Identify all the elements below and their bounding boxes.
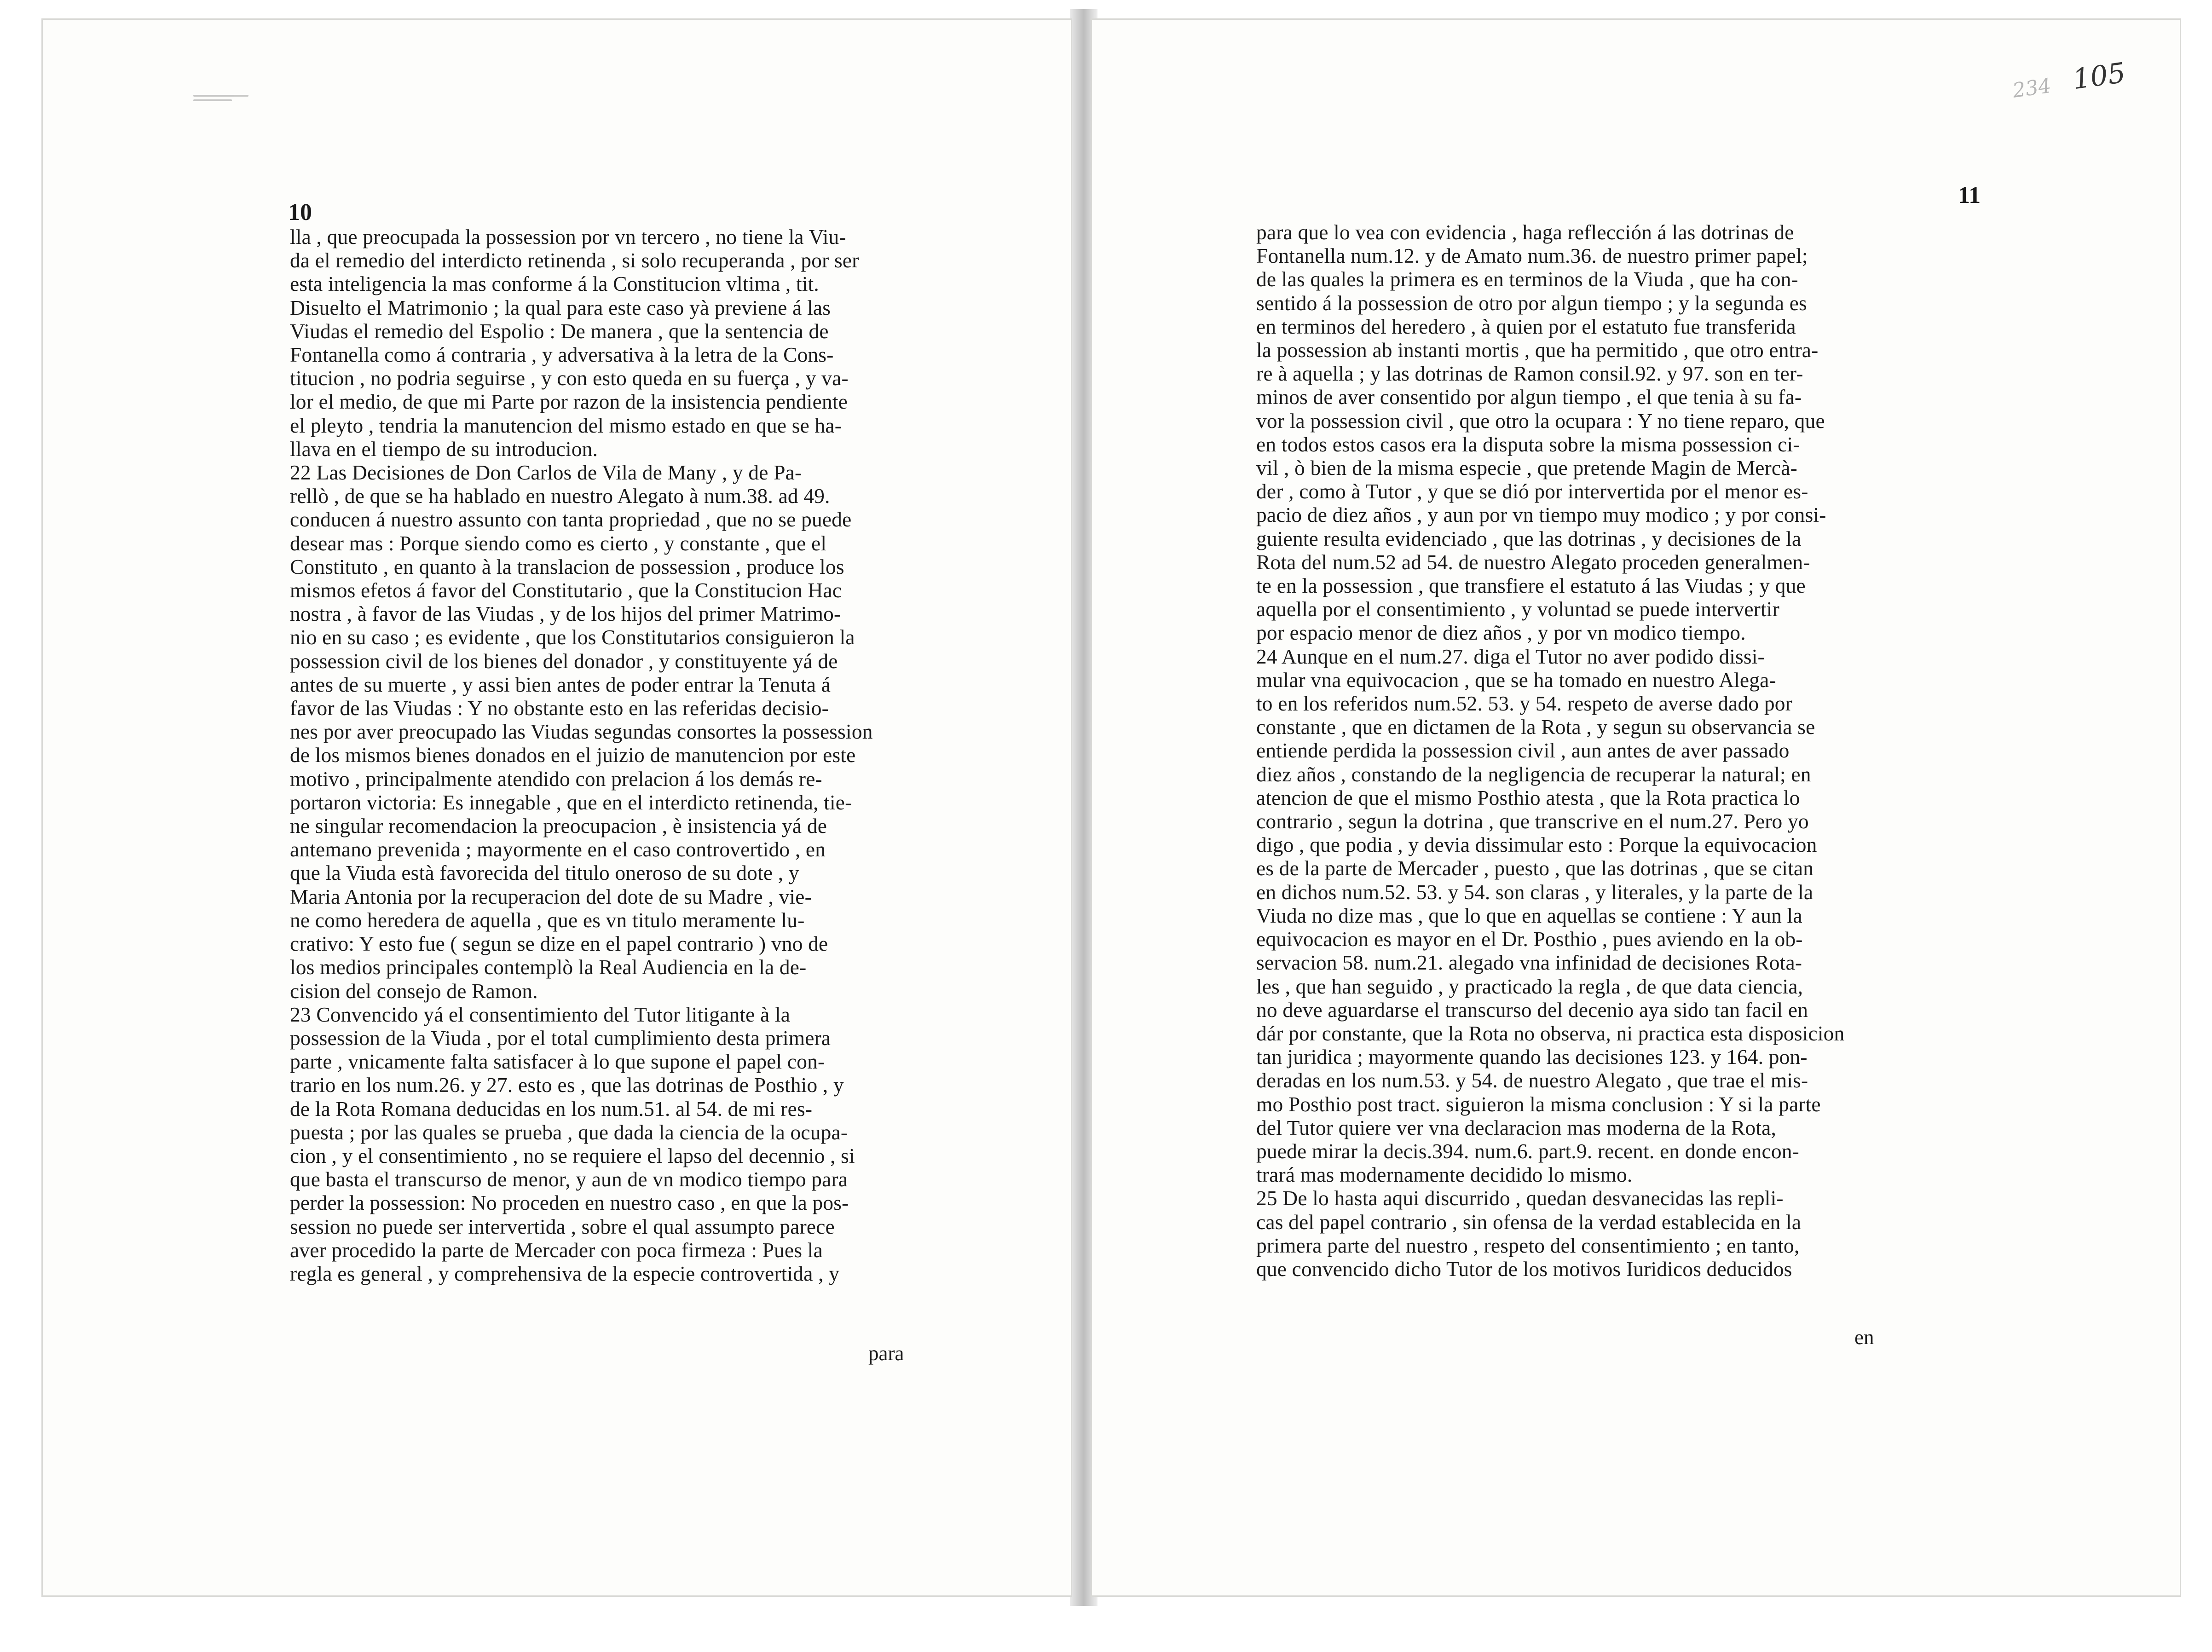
text-line: primera parte del nuestro , respeto del consentimiento ; en tanto,: [1256, 1234, 1800, 1257]
text-line: en terminos del heredero , à quien por el estatuto fue transferida: [1256, 315, 1796, 338]
text-line: de los mismos bienes donados en el juizio de manutencion por este: [290, 744, 856, 767]
text-line: lor el medio, de que mi Parte por razon de la insistencia pendiente: [290, 390, 848, 414]
text-line: del Tutor quiere ver vna declaracion mas moderna de la Rota,: [1256, 1116, 1777, 1139]
text-line: motivo , principalmente atendido con prelacion á los demás re-: [290, 767, 822, 791]
text-line: minos de aver consentido por algun tiempo , el que tenia à su fa-: [1256, 386, 1802, 409]
text-line: possession de la Viuda , por el total cumplimiento desta primera: [290, 1026, 831, 1050]
text-line: mular vna equivocacion , que se ha tomado en nuestro Alega-: [1256, 668, 1776, 692]
text-line: antes de su muerte , y assi bien antes de poder entrar la Tenuta á: [290, 673, 831, 696]
text-line: no deve aguardarse el transcurso del decenio aya sido tan facil en: [1256, 998, 1808, 1022]
text-line: Fontanella como á contraria , y adversativa à la letra de la Cons-: [290, 343, 834, 367]
text-line: les , que han seguido , y practicado la regla , de que data ciencia,: [1256, 975, 1803, 998]
text-line: 25 De lo hasta aqui discurrido , quedan desvanecidas las repli-: [1256, 1187, 1784, 1210]
text-line: guiente resulta evidenciado , que las dotrinas , y decisiones de la: [1256, 527, 1802, 550]
text-line: servacion 58. num.21. alegado vna infinidad de decisiones Rota-: [1256, 951, 1802, 975]
text-line: diez años , constando de la negligencia de recuperar la natural; en: [1256, 762, 1811, 786]
folio-new: 105: [2071, 57, 2128, 96]
text-line: da el remedio del interdicto retinenda , si solo recuperanda , por ser: [290, 249, 859, 272]
right-page: [1091, 18, 2181, 1597]
left-page-text: [290, 225, 1008, 1286]
text-line: puesta ; por las quales se prueba , que dada la ciencia de la ocupa-: [290, 1121, 848, 1144]
text-line: Fontanella num.12. y de Amato num.36. de nuestro primer papel;: [1256, 244, 1808, 268]
text-line: favor de las Viudas : Y no obstante esto en las referidas decisio-: [290, 697, 829, 720]
text-line: de la Rota Romana deducidas en los num.51. al 54. de mi res-: [290, 1097, 813, 1121]
text-line: contrario , segun la dotrina , que transcrive en el num.27. Pero yo: [1256, 810, 1809, 833]
catchword: para: [868, 1342, 904, 1365]
text-line: tan juridica ; mayormente quando las decisiones 123. y 164. pon-: [1256, 1045, 1808, 1069]
text-line: cas del papel contrario , sin ofensa de la verdad establecida en la: [1256, 1210, 1802, 1234]
text-line: titucion , no podria seguirse , y con esto queda en su fuerça , y va-: [290, 367, 849, 390]
page-number: 11: [1958, 182, 1981, 208]
text-line: Viudas el remedio del Espolio : De manera , que la sentencia de: [290, 319, 829, 343]
text-line: desear mas : Porque siendo como es cierto , y constante , que el: [290, 531, 827, 555]
text-line: Maria Antonia por la recuperacion del dote de su Madre , vie-: [290, 885, 812, 908]
text-line: ne como heredera de aquella , que es vn titulo meramente lu-: [290, 908, 805, 932]
text-line: nes por aver preocupado las Viudas segundas consortes la possession: [290, 720, 873, 744]
text-line: por espacio menor de diez años , y por vn modico tiempo.: [1256, 621, 1746, 645]
text-line: re à aquella ; y las dotrinas de Ramon consil.92. y 97. son en ter-: [1256, 362, 1803, 386]
text-line: crativo: Y esto fue ( segun se dize en el papel contrario ) vno de: [290, 932, 828, 956]
right-page-text: [1256, 221, 2034, 1281]
text-line: te en la possession , que transfiere el estatuto á las Viudas ; y que: [1256, 574, 1806, 598]
text-line: que basta el transcurso de menor, y aun de vn modico tiempo para: [290, 1168, 848, 1191]
text-line: los medios principales contemplò la Real Audiencia en la de-: [290, 956, 807, 979]
text-line: constante , que en dictamen de la Rota , y segun su observancia se: [1256, 716, 1815, 739]
text-line: cision del consejo de Ramon.: [290, 979, 538, 1003]
text-line: Constituto , en quanto à la translacion de possession , produce los: [290, 555, 844, 578]
text-line: perder la possession: No proceden en nuestro caso , en que la pos-: [290, 1191, 849, 1215]
text-line: sentido á la possession de otro por algun tiempo ; y la segunda es: [1256, 291, 1807, 315]
text-line: que la Viuda està favorecida del titulo oneroso de su dote , y: [290, 861, 799, 885]
text-line: portaron victoria: Es innegable , que en el interdicto retinenda, tie-: [290, 791, 852, 814]
text-line: der , como à Tutor , y que se dió por intervertida por el menor es-: [1256, 480, 1808, 503]
text-line: es de la parte de Mercader , puesto , que las dotrinas , que se citan: [1256, 857, 1814, 880]
text-line: Rota del num.52 ad 54. de nuestro Alegato proceden generalmen-: [1256, 550, 1810, 574]
text-line: trará mas modernamente decidido lo mismo.: [1256, 1163, 1633, 1187]
left-page: [41, 18, 1072, 1597]
text-line: ne singular recomendacion la preocupacion , è insistencia yá de: [290, 814, 827, 838]
text-line: nostra , à favor de las Viudas , y de los hijos del primer Matrimo-: [290, 602, 841, 626]
text-line: el pleyto , tendria la manutencion del mismo estado en que se ha-: [290, 414, 842, 437]
text-line: dár por constante, que la Rota no observa, ni practica esta disposicion: [1256, 1022, 1845, 1045]
text-line: rellò , de que se ha hablado en nuestro Alegato à num.38. ad 49.: [290, 485, 830, 508]
text-line: session no puede ser intervertida , sobre el qual assumpto parece: [290, 1215, 835, 1238]
folio-old: 234: [2011, 74, 2053, 103]
text-line: vil , ò bien de la misma especie , que pretende Magin de Mercà-: [1256, 456, 1797, 480]
text-line: puede mirar la decis.394. num.6. part.9. recent. en donde encon-: [1256, 1139, 1799, 1163]
text-line: en todos estos casos era la disputa sobre la misma possession ci-: [1256, 433, 1800, 456]
text-line: entiende perdida la possession civil , aun antes de aver passado: [1256, 739, 1790, 762]
folio-number: [2010, 57, 2128, 104]
page-number: 10: [288, 199, 312, 225]
text-line: Viuda no dize mas , que lo que en aquellas se contiene : Y aun la: [1256, 904, 1802, 927]
text-line: 22 Las Decisiones de Don Carlos de Vila de Many , y de Pa-: [290, 461, 802, 485]
text-line: to en los referidos num.52. 53. y 54. respeto de averse dado por: [1256, 692, 1792, 716]
text-line: digo , que podia , y devia dissimular esto : Porque la equivocacion: [1256, 833, 1817, 857]
text-line: mo Posthio post tract. siguieron la misma conclusion : Y si la parte: [1256, 1092, 1821, 1116]
text-line: de las quales la primera es en terminos de la Viuda , que ha con-: [1256, 268, 1798, 291]
text-line: que convencido dicho Tutor de los motivos Iuridicos deducidos: [1256, 1257, 1792, 1281]
text-line: para que lo vea con evidencia , haga reflección á las dotrinas de: [1256, 221, 1794, 244]
text-line: aver procedido la parte de Mercader con poca firmeza : Pues la: [290, 1238, 823, 1262]
text-line: en dichos num.52. 53. y 54. son claras , y literales, y la parte de la: [1256, 880, 1813, 904]
text-line: possession civil de los bienes del donador , y constituyente yá de: [290, 649, 838, 673]
text-line: mismos efetos á favor del Constitutario , que la Constitucion Hac: [290, 579, 842, 602]
text-line: 24 Aunque en el num.27. diga el Tutor no aver podido dissi-: [1256, 645, 1765, 668]
text-line: deradas en los num.53. y 54. de nuestro Alegato , que trae el mis-: [1256, 1069, 1808, 1092]
text-line: la possession ab instanti mortis , que ha permitido , que otro entra-: [1256, 339, 1819, 362]
text-line: llava en el tiempo de su introducion.: [290, 437, 598, 461]
text-line: parte , vnicamente falta satisfacer à lo que supone el papel con-: [290, 1050, 825, 1074]
text-line: regla es general , y comprehensiva de la especie controvertida , y: [290, 1262, 840, 1285]
text-line: vor la possession civil , que otro la ocupara : Y no tiene reparo, que: [1256, 409, 1825, 433]
text-line: esta inteligencia la mas conforme á la Constitucion vltima , tit.: [290, 272, 819, 296]
text-line: 23 Convencido yá el consentimiento del Tutor litigante à la: [290, 1003, 791, 1026]
text-line: atencion de que el mismo Posthio atesta , que la Rota practica lo: [1256, 786, 1800, 809]
text-line: antemano prevenida ; mayormente en el caso controvertido , en: [290, 838, 826, 861]
text-line: Disuelto el Matrimonio ; la qual para este caso yà previene á las: [290, 296, 831, 319]
catchword: en: [1854, 1326, 1874, 1349]
text-line: lla , que preocupada la possession por vn tercero , no tiene la Viu-: [290, 225, 846, 248]
text-line: pacio de diez años , y aun por vn tiempo muy modico ; y por consi-: [1256, 503, 1826, 527]
ink-smudge: [193, 92, 248, 110]
text-line: cion , y el consentimiento , no se requiere el lapso del decennio , si: [290, 1144, 855, 1167]
text-line: conducen á nuestro assunto con tanta propriedad , que no se puede: [290, 508, 852, 531]
text-line: aquella por el consentimiento , y voluntad se puede intervertir: [1256, 598, 1779, 621]
text-line: trario en los num.26. y 27. esto es , que las dotrinas de Posthio , y: [290, 1074, 844, 1097]
text-line: equivocacion es mayor en el Dr. Posthio , pues aviendo en la ob-: [1256, 928, 1803, 951]
text-line: nio en su caso ; es evidente , que los Constitutarios consiguieron la: [290, 626, 855, 649]
